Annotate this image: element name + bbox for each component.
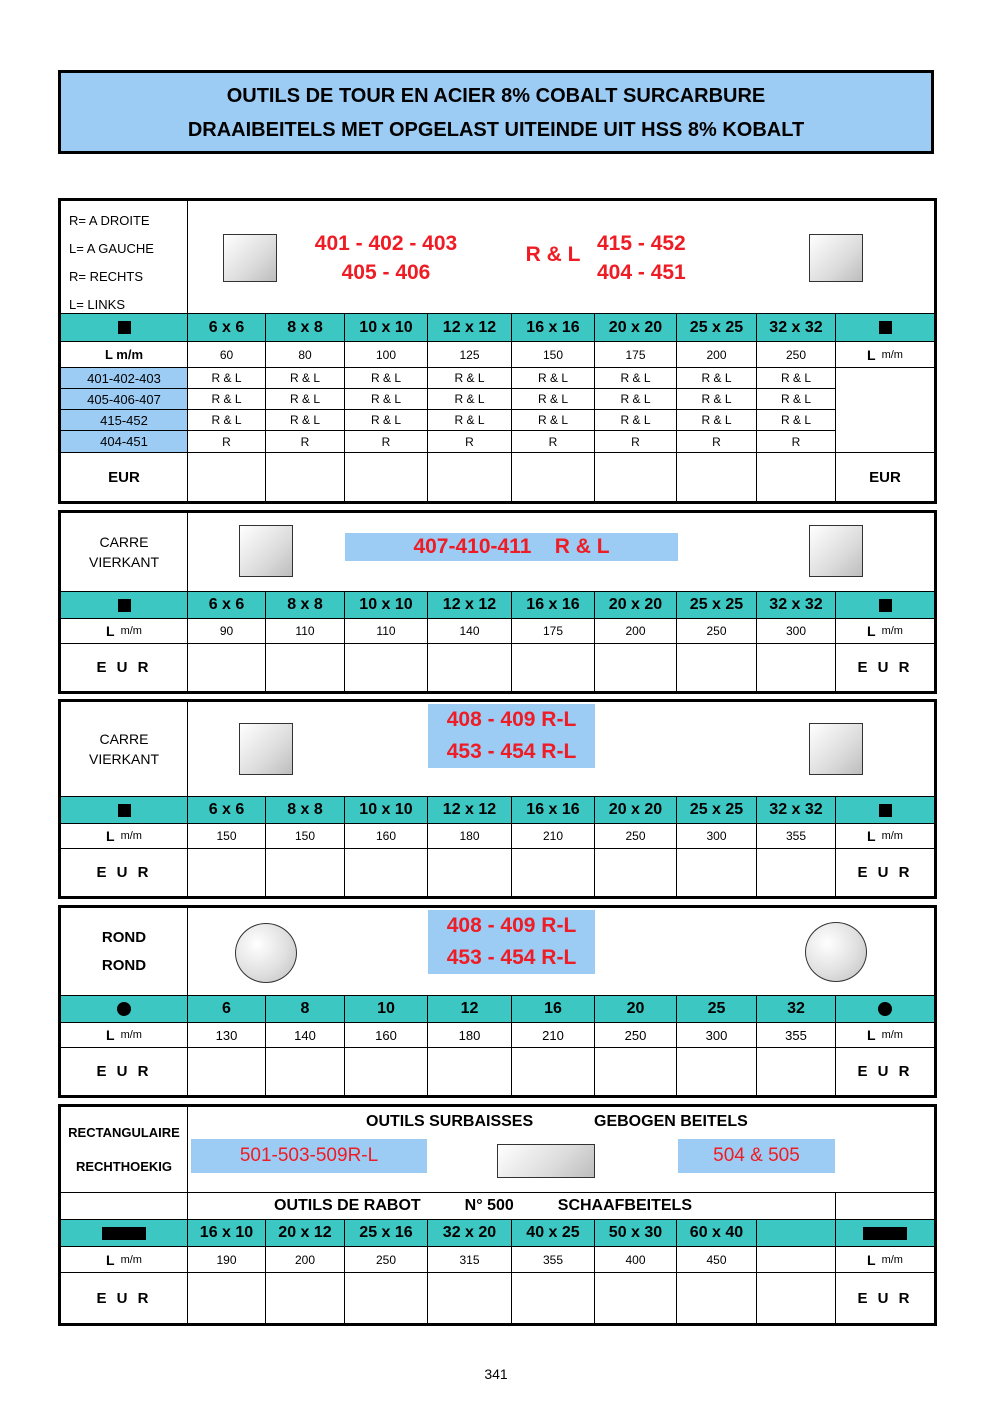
shape-label (61, 702, 188, 797)
product-codes (428, 704, 595, 768)
length-cell: 355 (512, 1247, 595, 1273)
eur-label: E U R (61, 849, 188, 896)
size-cell: 6 x 6 (188, 314, 266, 342)
title-nl: DRAAIBEITELS MET OPGELAST UITEINDE UIT HSS 8% KOBALT (187, 119, 805, 141)
price-row (61, 453, 934, 501)
size-cell: 10 x 10 (345, 592, 428, 619)
size-cell: 32 (757, 996, 836, 1023)
square-bar-image (809, 723, 863, 775)
type-cell: R & L (512, 410, 595, 431)
square-bar-image (239, 723, 293, 775)
length-letter: L (106, 623, 115, 639)
type-cell: R & L (757, 410, 836, 431)
section-rectangular-tools (58, 1104, 937, 1326)
price-cell (512, 1048, 595, 1095)
length-cell: 175 (595, 342, 677, 368)
size-cell: 16 x 16 (512, 797, 595, 824)
price-cell (266, 644, 345, 691)
type-cell: R & L (428, 410, 512, 431)
size-cell: 20 x 20 (595, 592, 677, 619)
length-cell: 150 (266, 824, 345, 849)
price-cell (595, 849, 677, 896)
size-cell: 12 (428, 996, 512, 1023)
type-cell: R (188, 431, 266, 453)
length-cell: 160 (345, 824, 428, 849)
codes-right (597, 229, 707, 287)
length-letter: L (106, 1027, 115, 1043)
product-code-left: 501-503-509R-L (191, 1139, 427, 1173)
shape-label (61, 513, 188, 592)
size-cell: 40 x 25 (512, 1220, 595, 1247)
size-cell: 25 x 25 (677, 592, 757, 619)
length-cell: 140 (266, 1023, 345, 1048)
price-cell (757, 1273, 836, 1323)
product-code: 407-410-411 R & L (345, 533, 678, 561)
rl-label: R & L (525, 243, 581, 266)
type-cell: R & L (188, 368, 266, 389)
price-cell (188, 644, 266, 691)
size-cell: 25 x 25 (677, 314, 757, 342)
size-cell: 25 x 25 (677, 797, 757, 824)
size-cell: 32 x 32 (757, 592, 836, 619)
length-cell: 200 (595, 619, 677, 644)
size-row (61, 996, 934, 1023)
price-cell (677, 453, 757, 501)
length-letter: L (106, 828, 115, 844)
type-cell: R & L (345, 368, 428, 389)
length-cell: 315 (428, 1247, 512, 1273)
circle-symbol (836, 996, 934, 1023)
type-cell: R & L (677, 410, 757, 431)
price-cell (677, 1273, 757, 1323)
code-line: 404 - 451 (597, 261, 686, 284)
type-cell: R & L (757, 389, 836, 410)
rect-symbol (61, 1220, 188, 1247)
length-letter: L (867, 1251, 876, 1268)
length-unit: m/m (881, 830, 903, 842)
size-cell (757, 1220, 836, 1247)
size-cell: 6 x 6 (188, 592, 266, 619)
length-label (61, 824, 188, 849)
empty-cell (61, 1193, 188, 1220)
round-bar-image (235, 923, 297, 983)
product-codes (428, 910, 595, 974)
price-row (61, 1048, 934, 1095)
size-cell: 16 x 16 (512, 592, 595, 619)
length-row (61, 1023, 934, 1048)
subtitle-nl: GEBOGEN BEITELS (594, 1113, 748, 1130)
length-cell: 200 (677, 342, 757, 368)
price-cell (428, 849, 512, 896)
length-cell: 200 (266, 1247, 345, 1273)
shape-label (61, 1107, 188, 1193)
type-cell: R & L (345, 389, 428, 410)
empty-cell (836, 389, 934, 410)
price-cell (266, 1273, 345, 1323)
type-cell: R & L (595, 410, 677, 431)
price-cell (266, 849, 345, 896)
legend-line: R= A DROITE (69, 213, 150, 228)
square-bar-image (809, 234, 863, 282)
price-cell (188, 1273, 266, 1323)
length-cell: 300 (677, 1023, 757, 1048)
size-cell: 32 x 32 (757, 314, 836, 342)
size-row (61, 1220, 934, 1247)
length-label (61, 619, 188, 644)
size-cell: 8 x 8 (266, 314, 345, 342)
size-cell: 10 x 10 (345, 797, 428, 824)
length-label-right (836, 824, 934, 849)
size-row (61, 592, 934, 619)
type-code: 404-451 (61, 431, 188, 453)
length-cell: 210 (512, 1023, 595, 1048)
length-letter: L (867, 828, 876, 844)
size-cell: 20 (595, 996, 677, 1023)
circle-symbol (61, 996, 188, 1023)
length-cell: 90 (188, 619, 266, 644)
shape-label-fr: CARRE (99, 731, 149, 747)
type-cell: R & L (345, 410, 428, 431)
length-unit: m/m (881, 1253, 903, 1266)
title-fr: OUTILS DE TOUR EN ACIER 8% COBALT SURCARBURE (226, 85, 766, 107)
type-cell: R & L (677, 368, 757, 389)
type-cell: R & L (266, 389, 345, 410)
length-cell: 175 (512, 619, 595, 644)
length-label-right (836, 1023, 934, 1048)
length-letter: L (867, 1027, 876, 1043)
length-cell: 300 (677, 824, 757, 849)
length-cell: 150 (512, 342, 595, 368)
shape-label-nl: ROND (101, 956, 147, 974)
subtitle-fr: OUTILS SURBAISSES (366, 1113, 534, 1130)
size-cell: 25 (677, 996, 757, 1023)
price-cell (345, 1048, 428, 1095)
square-symbol (61, 797, 188, 824)
price-cell (595, 453, 677, 501)
length-cell: 180 (428, 824, 512, 849)
rect-bar-image (497, 1144, 595, 1178)
price-cell (512, 1273, 595, 1323)
empty-cell (836, 368, 934, 389)
length-label (61, 1247, 188, 1273)
length-label (61, 1023, 188, 1048)
length-cell: 160 (345, 1023, 428, 1048)
type-cell: R & L (428, 368, 512, 389)
length-cell: 250 (345, 1247, 428, 1273)
price-row (61, 849, 934, 896)
square-symbol (836, 797, 934, 824)
length-cell: 125 (428, 342, 512, 368)
square-symbol (61, 592, 188, 619)
type-cell: R & L (266, 368, 345, 389)
price-cell (677, 644, 757, 691)
square-symbol (836, 314, 934, 342)
type-row (61, 431, 934, 453)
type-cell: R (266, 431, 345, 453)
code-line: 453 - 454 R-L (446, 946, 577, 969)
size-cell: 12 x 12 (428, 314, 512, 342)
length-unit: m/m (120, 1253, 142, 1266)
length-row (61, 824, 934, 849)
price-cell (345, 849, 428, 896)
length-cell: 110 (345, 619, 428, 644)
type-row (61, 389, 934, 410)
type-cell: R (345, 431, 428, 453)
price-cell (512, 453, 595, 501)
size-cell: 60 x 40 (677, 1220, 757, 1247)
length-cell: 140 (428, 619, 512, 644)
square-bar-image (809, 525, 863, 577)
price-cell (428, 453, 512, 501)
type-cell: R (677, 431, 757, 453)
code-line: 408 - 409 R-L (446, 708, 577, 731)
size-cell: 10 x 10 (345, 314, 428, 342)
length-unit: m/m (120, 625, 142, 637)
price-cell (345, 453, 428, 501)
rabot-title (188, 1193, 836, 1220)
shape-label-fr: ROND (101, 928, 147, 946)
rect-symbol (836, 1220, 934, 1247)
shape-label-fr: RECTANGULAIRE (68, 1124, 180, 1140)
type-code: 401-402-403 (61, 368, 188, 389)
length-unit: m/m (881, 348, 903, 361)
square-bar-image (239, 525, 293, 577)
type-cell: R & L (595, 368, 677, 389)
length-cell: 60 (188, 342, 266, 368)
price-cell (757, 1048, 836, 1095)
type-code: 415-452 (61, 410, 188, 431)
length-unit: m/m (881, 1029, 903, 1041)
size-cell: 16 x 10 (188, 1220, 266, 1247)
type-cell: R (595, 431, 677, 453)
length-cell: 355 (757, 824, 836, 849)
page-number: 341 (484, 1366, 508, 1382)
eur-label: E U R (857, 1289, 913, 1307)
length-cell: 250 (595, 1023, 677, 1048)
size-row (61, 314, 934, 342)
size-cell: 50 x 30 (595, 1220, 677, 1247)
code-line: 415 - 452 (597, 232, 686, 255)
price-cell (266, 453, 345, 501)
section-round-tools (58, 905, 937, 1098)
price-cell (757, 644, 836, 691)
size-cell: 12 x 12 (428, 592, 512, 619)
size-cell: 6 (188, 996, 266, 1023)
empty-cell (836, 410, 934, 431)
shape-label (61, 908, 188, 996)
square-symbol (61, 314, 188, 342)
size-row (61, 797, 934, 824)
price-cell (512, 849, 595, 896)
length-cell: 100 (345, 342, 428, 368)
size-cell: 8 (266, 996, 345, 1023)
codes-left (291, 229, 481, 287)
price-cell (677, 849, 757, 896)
length-cell: 180 (428, 1023, 512, 1048)
price-cell (188, 849, 266, 896)
section-turning-tools (58, 198, 937, 504)
length-cell: 110 (266, 619, 345, 644)
length-row (61, 1247, 934, 1273)
price-cell (188, 453, 266, 501)
eur-label: EUR (61, 453, 188, 501)
price-cell (188, 1048, 266, 1095)
price-cell (757, 849, 836, 896)
length-label-right (836, 1247, 934, 1273)
type-cell: R & L (266, 410, 345, 431)
size-cell: 32 x 20 (428, 1220, 512, 1247)
price-cell (757, 453, 836, 501)
length-cell: 80 (266, 342, 345, 368)
eur-label: E U R (857, 1063, 913, 1080)
type-cell: R & L (595, 389, 677, 410)
legend-box (61, 201, 188, 314)
price-cell (595, 644, 677, 691)
price-cell (595, 1273, 677, 1323)
length-row (61, 619, 934, 644)
type-cell: R & L (188, 389, 266, 410)
length-letter: L (867, 346, 876, 363)
rabot-fr: OUTILS DE RABOT (274, 1197, 421, 1214)
length-unit: m/m (120, 1029, 142, 1041)
code-line: 401 - 402 - 403 (314, 232, 458, 255)
length-cell: 210 (512, 824, 595, 849)
size-cell: 10 (345, 996, 428, 1023)
square-bar-image (223, 234, 277, 282)
code-line: 453 - 454 R-L (446, 740, 577, 763)
length-cell: 130 (188, 1023, 266, 1048)
price-row (61, 1273, 934, 1323)
length-cell: 250 (677, 619, 757, 644)
length-cell: 190 (188, 1247, 266, 1273)
price-cell (677, 1048, 757, 1095)
price-cell (428, 644, 512, 691)
type-cell: R & L (757, 368, 836, 389)
shape-label-nl: RECHTHOEKIG (75, 1158, 173, 1174)
square-symbol (836, 592, 934, 619)
type-row (61, 410, 934, 431)
price-cell (266, 1048, 345, 1095)
price-cell (595, 1048, 677, 1095)
length-row (61, 342, 934, 368)
eur-label: E U R (61, 644, 188, 691)
size-cell: 6 x 6 (188, 797, 266, 824)
length-cell: 300 (757, 619, 836, 644)
type-cell: R & L (428, 389, 512, 410)
price-row (61, 644, 934, 691)
size-cell: 25 x 16 (345, 1220, 428, 1247)
length-cell (757, 1247, 836, 1273)
product-code-right: 504 & 505 (678, 1139, 835, 1173)
size-cell: 32 x 32 (757, 797, 836, 824)
section-square-tools-2 (58, 699, 937, 899)
length-unit: m/m (120, 830, 142, 842)
length-cell: 150 (188, 824, 266, 849)
price-cell (428, 1048, 512, 1095)
eur-label: E U R (857, 864, 913, 881)
type-cell: R & L (188, 410, 266, 431)
type-cell: R (512, 431, 595, 453)
type-cell: R & L (512, 389, 595, 410)
length-label: L m/m (61, 342, 188, 368)
size-cell: 16 x 16 (512, 314, 595, 342)
eur-label: E U R (61, 1273, 188, 1323)
eur-label: EUR (869, 468, 901, 486)
round-bar-image (805, 922, 867, 982)
type-cell: R (428, 431, 512, 453)
eur-label: E U R (857, 659, 913, 676)
page-header (58, 70, 934, 154)
price-cell (345, 644, 428, 691)
type-code: 405-406-407 (61, 389, 188, 410)
length-label-right (836, 619, 934, 644)
empty-cell (836, 1193, 934, 1220)
length-letter: L (106, 1251, 115, 1268)
length-label-right (836, 342, 934, 368)
size-cell: 20 x 12 (266, 1220, 345, 1247)
type-cell: R (757, 431, 836, 453)
shape-label-nl: VIERKANT (88, 554, 159, 570)
size-cell: 16 (512, 996, 595, 1023)
length-cell: 250 (595, 824, 677, 849)
shape-label-fr: CARRE (99, 534, 149, 550)
shape-label-nl: VIERKANT (88, 751, 159, 767)
length-cell: 250 (757, 342, 836, 368)
rabot-number: N° 500 (464, 1197, 514, 1214)
rabot-row (61, 1193, 934, 1220)
length-cell: 355 (757, 1023, 836, 1048)
type-row (61, 368, 934, 389)
section-square-tools (58, 510, 937, 694)
legend-line: L= A GAUCHE (69, 241, 154, 256)
type-cell: R & L (512, 368, 595, 389)
size-cell: 8 x 8 (266, 592, 345, 619)
length-cell: 400 (595, 1247, 677, 1273)
code-line: 408 - 409 R-L (446, 914, 577, 937)
empty-cell (836, 431, 934, 453)
legend-line: L= LINKS (69, 297, 126, 312)
length-letter: L (867, 623, 876, 639)
size-cell: 12 x 12 (428, 797, 512, 824)
legend-line: R= RECHTS (69, 269, 144, 284)
type-cell: R & L (677, 389, 757, 410)
price-cell (428, 1273, 512, 1323)
code-line: 405 - 406 (341, 261, 431, 284)
length-unit: m/m (881, 625, 903, 637)
size-cell: 20 x 20 (595, 314, 677, 342)
rabot-nl: SCHAAFBEITELS (557, 1197, 692, 1214)
length-cell: 450 (677, 1247, 757, 1273)
size-cell: 8 x 8 (266, 797, 345, 824)
price-cell (512, 644, 595, 691)
price-cell (345, 1273, 428, 1323)
size-cell: 20 x 20 (595, 797, 677, 824)
eur-label: E U R (61, 1048, 188, 1095)
